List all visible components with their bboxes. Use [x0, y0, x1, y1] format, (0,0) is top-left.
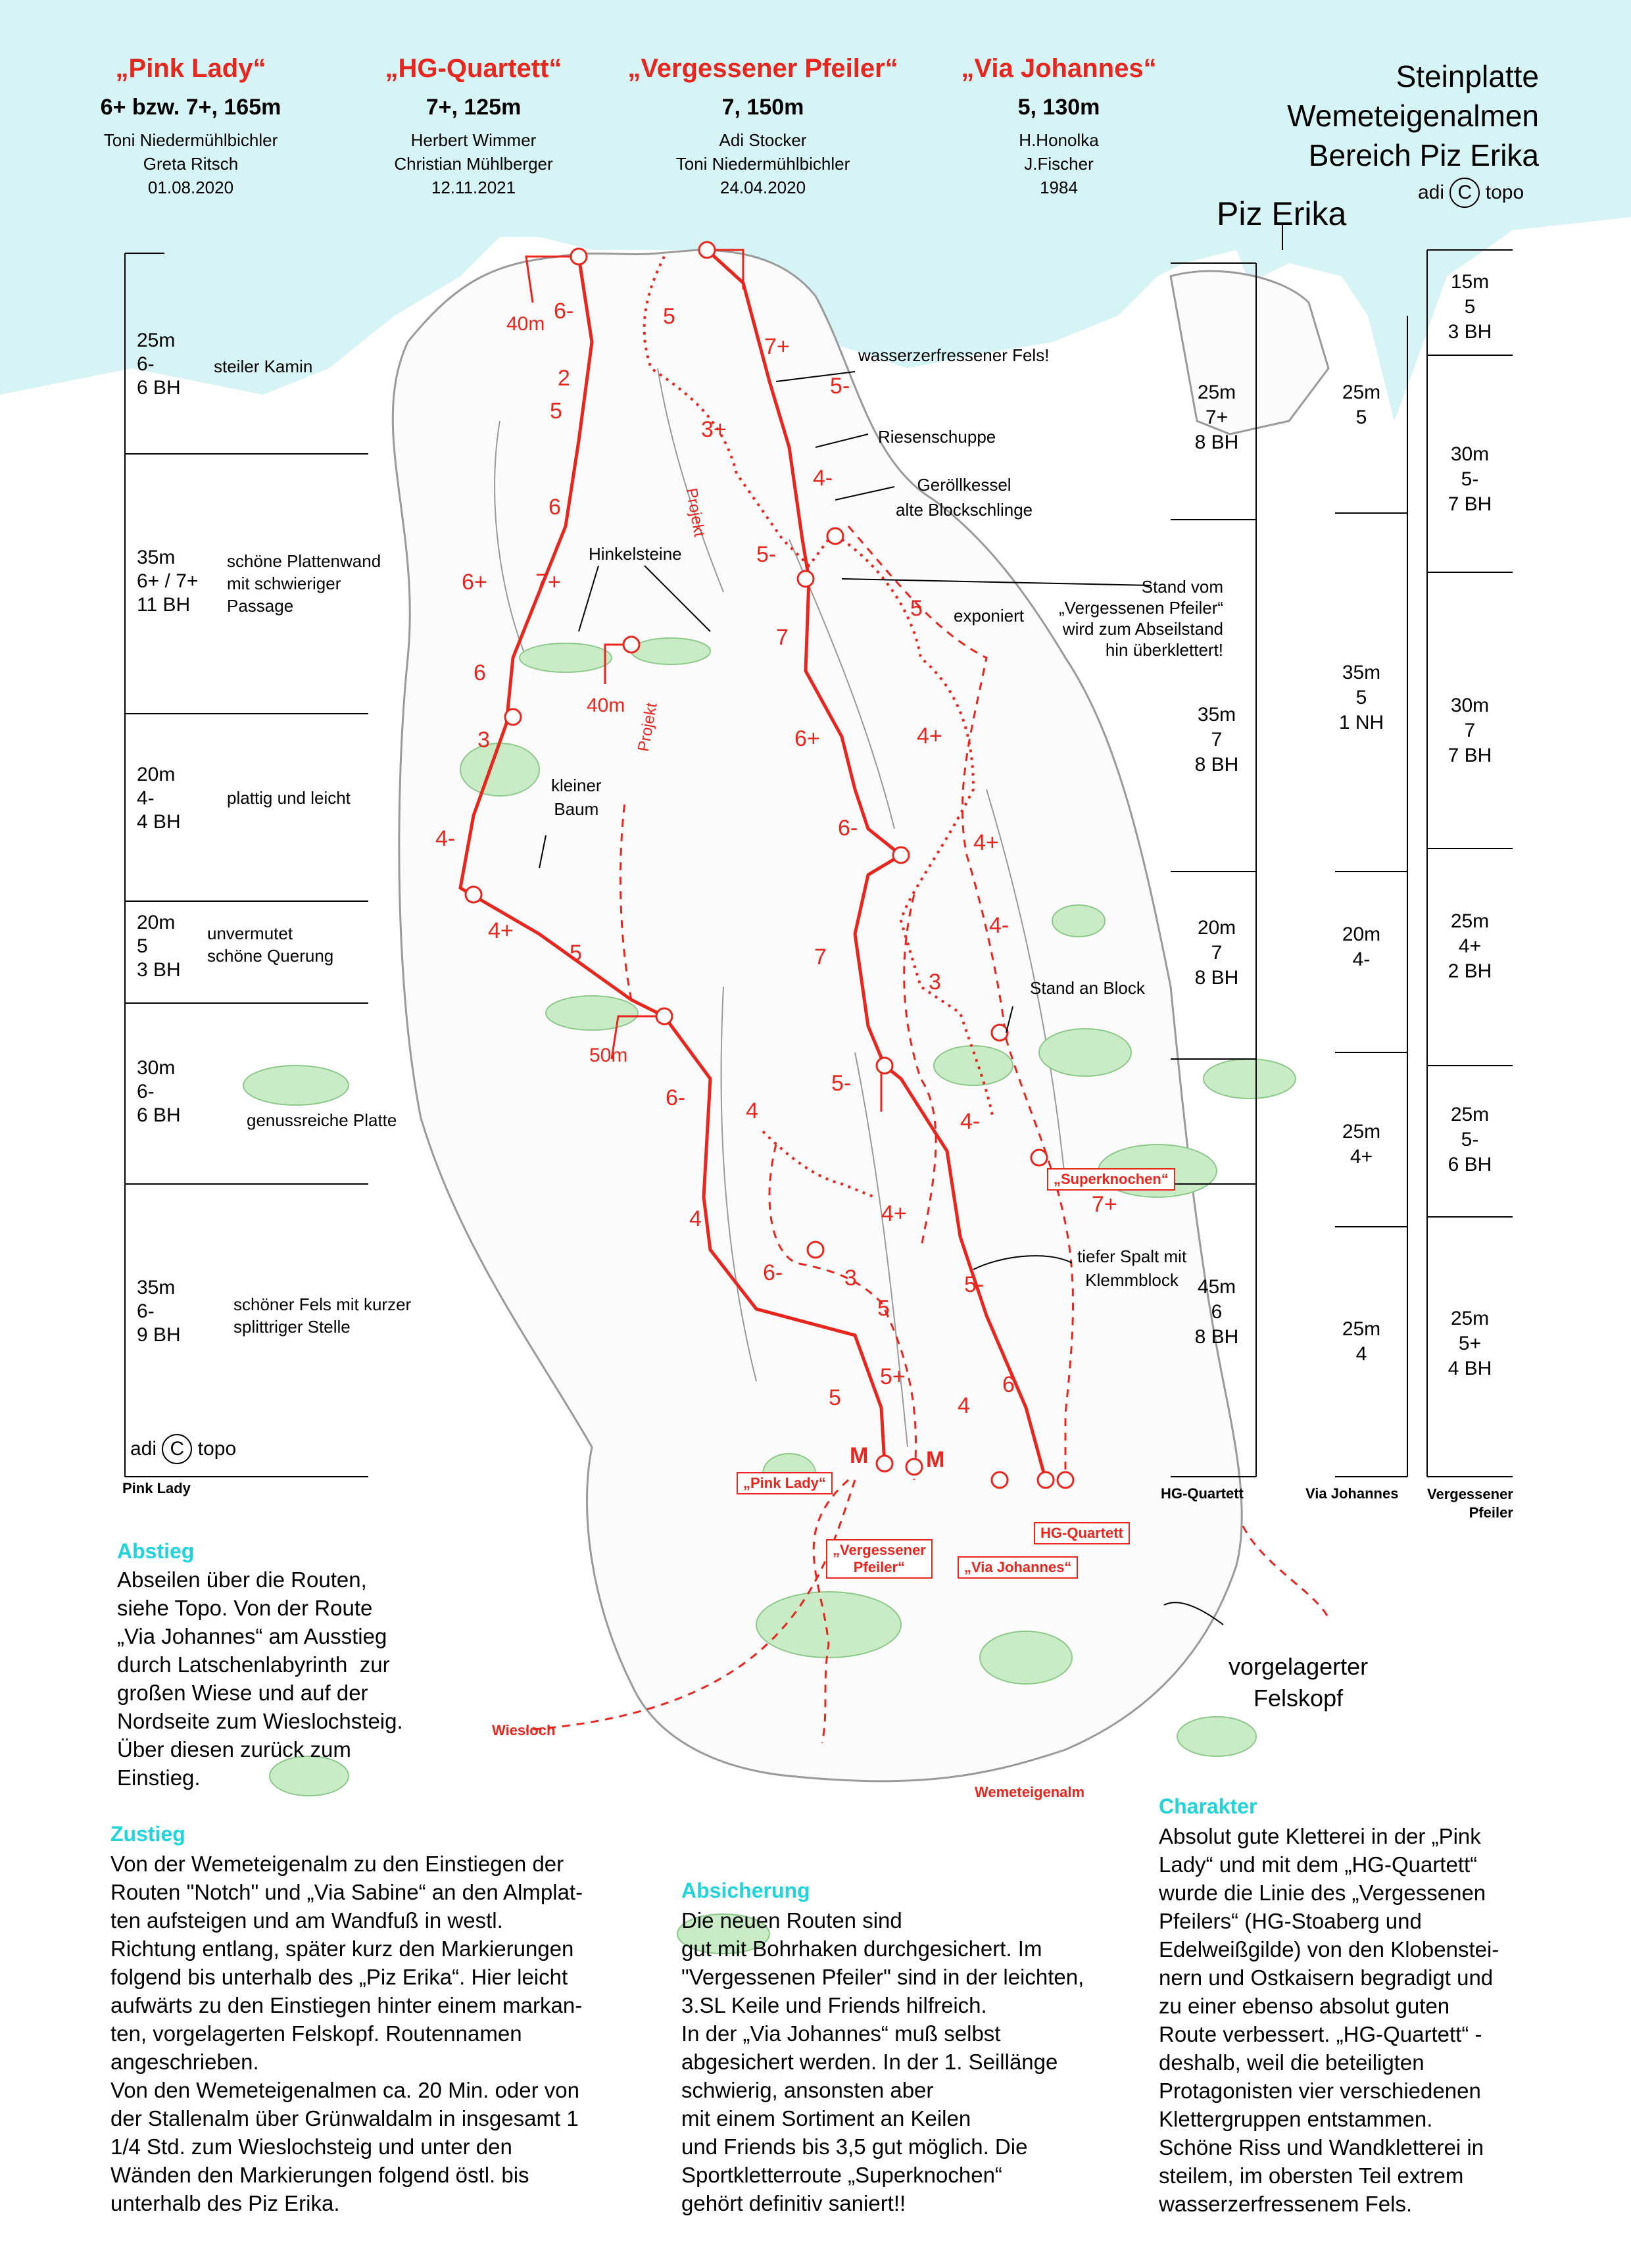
start-box-pink-lady: „Pink Lady“: [737, 1472, 833, 1494]
vergessener-pitch-5: 25m 5- 6 BH: [1448, 1104, 1492, 1175]
grade-label: 5: [910, 596, 923, 621]
pitch-grade: 6-: [137, 353, 155, 375]
route-author-2: Toni Niedermühlbichler: [675, 154, 850, 174]
grade-label: 4+: [881, 1201, 907, 1226]
pink-pitch-6: [137, 1276, 181, 1347]
credit-left: adi: [130, 1438, 157, 1460]
grade-label: 5: [663, 304, 675, 329]
grade-label: 3: [844, 1266, 857, 1291]
grade-label: 5-: [830, 374, 850, 399]
route-date: 24.04.2020: [719, 178, 806, 197]
pink-pitch-desc: genussreiche Platte: [247, 1110, 397, 1130]
grade-label: 7: [814, 945, 827, 970]
heading-absicherung: Absicherung: [681, 1879, 810, 1902]
pitch-length: 25m: [137, 330, 176, 351]
pitch-grade: 6-: [137, 1300, 155, 1322]
pink-pitch-4: [137, 911, 181, 982]
grade-label: 7: [776, 625, 789, 650]
start-box-vergessener-pfeiler: „Vergessener Pfeiler“: [826, 1539, 933, 1579]
grade-label: 6-: [838, 816, 858, 841]
column-name-pink: Pink Lady: [122, 1480, 191, 1496]
abseil-length: 40m: [587, 695, 625, 716]
pink-pitch-3: [137, 763, 181, 834]
title-line: Steinplatte: [1396, 59, 1539, 93]
pitch-protection: 6 BH: [137, 1104, 181, 1126]
label-stand-an-block: Stand an Block: [1030, 978, 1145, 998]
text-absicherung: Die neuen Routen sind gut mit Bohrhaken durchgesichert. Im "Vergessenen Pfeiler" sind in der leichten, 3.SL Keile und Friends hilfreich. In der „Via Johannes“ muß selbst abgesichert werden. In der 1. Seillänge schwierig, ansonsten aber mit einem Sortiment an Keilen und Friends bis 3,5 gut möglich. Die Sportkletterroute „Superknochen“ gehört definitiv saniert!!: [681, 1908, 1084, 2215]
column-name-hg: HG-Quartett: [1161, 1485, 1244, 1502]
route-name-via-johannes: „Via Johannes“: [961, 54, 1157, 83]
grade-label: 4-: [435, 826, 456, 851]
grade-label: 7+: [535, 570, 561, 595]
grade-label: 6: [474, 660, 486, 685]
heading-zustieg: Zustieg: [110, 1822, 185, 1846]
grade-label: 3: [929, 970, 941, 995]
grade-label: 5-: [964, 1272, 985, 1297]
pitch-protection: 11 BH: [137, 594, 191, 616]
grade-label: 5: [550, 399, 562, 424]
pitch-length: 20m: [137, 912, 176, 933]
route-name-vergessener-pfeiler: „Vergessener Pfeiler“: [627, 54, 898, 83]
johannes-pitch-4: 25m 4+: [1342, 1121, 1381, 1168]
pitch-length: 20m: [137, 764, 176, 785]
column-name-vergessener: Vergessener Pfeiler: [1427, 1486, 1513, 1521]
label-exponiert: exponiert: [954, 606, 1024, 626]
pitch-grade: 6+ / 7+: [137, 570, 199, 592]
pitch-grade: 4-: [137, 787, 155, 809]
hg-pitch-4: 45m 6 8 BH: [1194, 1276, 1239, 1348]
route-author-2: Christian Mühlberger: [394, 154, 553, 174]
johannes-pitch-3: 20m 4-: [1342, 924, 1381, 970]
grade-label: 2: [558, 366, 570, 391]
grade-label: 4-: [989, 913, 1010, 938]
label-hinkelsteine: Hinkelsteine: [589, 544, 682, 564]
grade-label: 4+: [488, 918, 514, 943]
heading-charakter: Charakter: [1159, 1794, 1257, 1818]
superknochen-grade: 7+: [1092, 1192, 1117, 1217]
pink-pitch-desc: schöne Plattenwand mit schwieriger Passage: [227, 551, 381, 616]
route-author-2: Greta Ritsch: [143, 154, 239, 174]
text-zustieg: Von der Wemeteigenalm zu den Einstiegen der Routen "Notch" und „Via Sabine“ an den Almplat- ten aufsteigen und am Wandfuß in westl. Richtung entlang, später kurz den Markierungen folgend bis unterhalb des „Piz Erika“. Hier leicht aufwärts zu den Einstiegen hinter einem markan- ten, vorgelagerten Felskopf. Routennamen angeschrieben. Von den Wemeteigenalmen ca. 20 Min. oder von der Stallenalm über Grünwaldalm in insgesamt 1 1/4 Std. zum Wieslochsteig und unter den Wänden den Markierungen folgend östl. bis unterhalb des Piz Erika.: [110, 1852, 583, 2215]
grade-label: 4+: [973, 830, 999, 855]
grade-label: 4: [689, 1206, 702, 1231]
grade-label: 4-: [813, 466, 833, 491]
title-line: Bereich Piz Erika: [1308, 138, 1539, 172]
pitch-length: 35m: [137, 547, 176, 568]
route-author-1: Herbert Wimmer: [410, 130, 537, 150]
start-marker: M: [850, 1443, 869, 1468]
label-kleiner-baum: kleiner Baum: [551, 776, 602, 819]
route-author-1: H.Honolka: [1019, 130, 1099, 150]
grade-label: 6: [1002, 1372, 1015, 1397]
label-stand-vom-pfeiler: Stand vom „Vergessenen Pfeiler“ wird zum Abseilstand hin überklettert!: [1059, 577, 1224, 660]
grade-label: 3: [477, 727, 490, 752]
grade-label: 7+: [764, 334, 790, 359]
grade-label: 6-: [666, 1085, 686, 1110]
route-name-pink-lady: „Pink Lady“: [115, 54, 266, 83]
credit-left: adi: [1418, 182, 1445, 203]
summit-label: Piz Erika: [1217, 195, 1347, 232]
grade-label: 5: [570, 941, 582, 966]
grade-label: 6-: [554, 299, 574, 324]
start-box-via-johannes: „Via Johannes“: [958, 1556, 1078, 1579]
johannes-pitch-1: 25m 5: [1342, 382, 1381, 428]
johannes-pitch-2: 35m 5 1 NH: [1338, 662, 1384, 733]
vergessener-pitch-3: 30m 7 7 BH: [1448, 695, 1492, 766]
text-charakter: Absolut gute Kletterei in der „Pink Lady“ und mit dem „HG-Quartett“ wurde die Linie des „Vergessenen Pfeilers“ (HG-Stoaberg und Edelweißgilde) von den Klobenstei- nern und Ostkaisern begradigt und zu einer ebenso absolut guten Route verbessert. „HG-Quartett“ - deshalb, weil die beteiligten Protagonisten vier verschiedenen Klettergruppen entstammen. Schöne Riss und Wandkletterei in steilem, im obersten Teil extrem wasserzerfressenem Fels.: [1159, 1824, 1499, 2216]
label-wiesloch: Wiesloch: [492, 1722, 556, 1738]
route-date: 12.11.2021: [431, 178, 516, 197]
credit-right: topo: [1485, 182, 1524, 203]
route-grade-hg-quartett: 7+, 125m: [426, 95, 522, 120]
label-projekt: Projekt: [682, 487, 708, 539]
route-date: 01.08.2020: [147, 178, 234, 197]
grade-label: 4: [746, 1098, 758, 1123]
heading-abstieg: Abstieg: [117, 1539, 195, 1563]
label-tiefer-spalt: tiefer Spalt mit Klemmblock: [1077, 1246, 1187, 1290]
johannes-pitch-5: 25m 4: [1342, 1318, 1381, 1365]
grade-label: 3+: [701, 417, 727, 442]
pink-pitch-2: [137, 546, 198, 617]
label-superknochen: „Superknochen“: [1047, 1168, 1175, 1191]
title-line: Wemeteigenalmen: [1287, 99, 1539, 133]
route-author-1: Toni Niedermühlbichler: [103, 130, 278, 150]
pitch-length: 30m: [137, 1057, 176, 1079]
pink-pitch-1: [137, 329, 181, 400]
hg-pitch-3: 20m 7 8 BH: [1194, 917, 1239, 989]
pitch-protection: 4 BH: [137, 811, 181, 833]
pink-pitch-desc: unvermutet schöne Querung: [207, 924, 334, 966]
grade-label: 5+: [880, 1364, 906, 1389]
label-wemeteigenalm: Wemeteigenalm: [975, 1784, 1085, 1800]
route-author-2: J.Fischer: [1024, 154, 1094, 174]
grade-label: 5-: [756, 542, 777, 567]
bottom-credit: [130, 1434, 236, 1464]
pink-pitch-desc: schöner Fels mit kurzer splittriger Stelle: [233, 1294, 412, 1337]
copyright-icon: C: [1449, 178, 1480, 208]
pink-pitch-5: [137, 1056, 181, 1127]
pink-pitch-desc: steiler Kamin: [214, 357, 313, 376]
pink-pitch-desc: plattig und leicht: [227, 788, 351, 808]
pitch-protection: 6 BH: [137, 377, 181, 399]
column-name-johannes: Via Johannes: [1305, 1485, 1399, 1502]
label-projekt: Projekt: [635, 701, 661, 753]
vergessener-pitch-2: 30m 5- 7 BH: [1448, 443, 1492, 515]
route-name-hg-quartett: „HG-Quartett“: [385, 54, 562, 83]
credit-right: topo: [197, 1438, 237, 1460]
grade-label: 5-: [831, 1071, 852, 1096]
hg-pitch-1: 25m 7+ 8 BH: [1194, 382, 1239, 453]
route-date: 1984: [1040, 178, 1078, 197]
grade-label: 6+: [794, 726, 820, 751]
vergessener-pitch-4: 25m 4+ 2 BH: [1448, 910, 1492, 982]
grade-label: 6: [548, 495, 561, 520]
hg-pitch-2: 35m 7 8 BH: [1194, 704, 1239, 776]
grade-label: 4+: [917, 724, 942, 749]
route-grade-via-johannes: 5, 130m: [1017, 95, 1100, 120]
copyright-icon: C: [162, 1434, 192, 1464]
pitch-protection: 3 BH: [137, 959, 181, 981]
abseil-length: 40m: [506, 313, 545, 335]
pitch-length: 35m: [137, 1277, 176, 1298]
grade-label: 6-: [763, 1260, 783, 1285]
label-geroellkessel: Geröllkessel alte Blockschlinge: [896, 475, 1033, 520]
route-grade-vergessener-pfeiler: 7, 150m: [721, 95, 804, 120]
start-box-hg-quartett: HG-Quartett: [1034, 1522, 1130, 1544]
route-grade-pink-lady: 6+ bzw. 7+, 165m: [100, 95, 281, 120]
start-marker: M: [926, 1447, 945, 1472]
grade-label: 5: [877, 1296, 890, 1321]
pitch-grade: 5: [137, 935, 148, 957]
vergessener-pitch-6: 25m 5+ 4 BH: [1448, 1308, 1492, 1379]
route-author-1: Adi Stocker: [719, 130, 807, 150]
grade-label: 4: [958, 1393, 970, 1418]
vergessener-pitch-1: 15m 5 3 BH: [1448, 271, 1492, 343]
pitch-grade: 6-: [137, 1081, 155, 1102]
label-riesenschuppe: Riesenschuppe: [878, 427, 996, 447]
label-wasserzerfressen: wasserzerfressener Fels!: [858, 345, 1050, 365]
label-felskopf: vorgelagerter Felskopf: [1229, 1653, 1369, 1712]
abseil-length: 50m: [589, 1045, 628, 1066]
grade-label: 5: [829, 1385, 841, 1410]
pitch-protection: 9 BH: [137, 1324, 181, 1346]
grade-label: 6+: [462, 570, 487, 595]
grade-label: 4-: [960, 1109, 981, 1134]
text-abstieg: Abseilen über die Routen, siehe Topo. Von der Route „Via Johannes“ am Ausstieg durch Latschenlabyrinth zur großen Wiese und auf der Nordseite zum Wieslochsteig. Über diesen zurück zum Einstieg.: [117, 1567, 403, 1790]
